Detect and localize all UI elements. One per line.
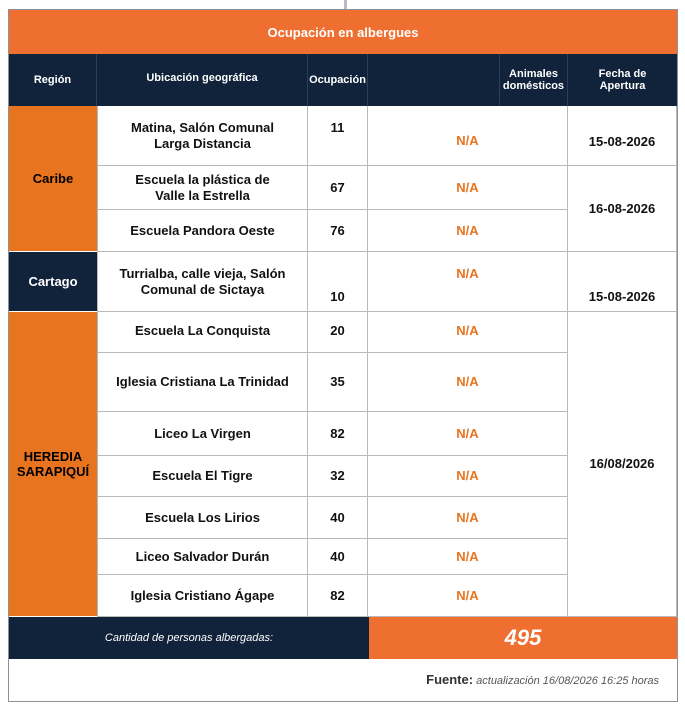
date-cell-4: 16/08/2026 — [568, 312, 677, 617]
table-row-4-location — [97, 252, 308, 312]
header-date — [568, 54, 677, 106]
location-line1: Escuela la plástica de — [135, 171, 270, 187]
table-row-4-occupancy: 10 — [308, 252, 368, 312]
table-row-3-occupancy: 76 — [308, 210, 368, 252]
table-row-7-location: Liceo La Virgen — [97, 412, 308, 456]
table-row-4-pets: N/A — [368, 252, 568, 312]
table-row-1-pets: N/A — [368, 106, 568, 166]
table-row-5-occupancy: 20 — [308, 312, 368, 353]
table-row-8-occupancy: 32 — [308, 456, 368, 497]
table-row-8-pets: N/A — [368, 456, 568, 497]
table-row-6-pets: N/A — [368, 353, 568, 412]
date-cell-3: 15-08-2026 — [568, 252, 677, 312]
source-note — [426, 672, 659, 687]
header-region: Región — [9, 54, 97, 106]
source-text: actualización 16/08/2026 16:25 horas — [476, 675, 659, 687]
table-row-9-location: Escuela Los Lirios — [97, 497, 308, 539]
header-date-line1: Fecha de — [598, 68, 647, 80]
location-line2: Larga Distancia — [154, 135, 251, 151]
location-line1: Matina, Salón Comunal — [130, 119, 274, 135]
source-label: Fuente: — [426, 672, 474, 687]
header-date-line2: Apertura — [599, 80, 646, 92]
table-row-1-occupancy: 11 — [308, 106, 368, 166]
header-pets-line1: Animales — [509, 68, 558, 80]
total-value: 495 — [369, 617, 677, 659]
table-row-5-location: Escuela La Conquista — [97, 312, 308, 353]
region-heredia-line2: SARAPIQUÍ — [16, 464, 90, 479]
table-row-2-occupancy: 67 — [308, 166, 368, 210]
table-row-7-pets: N/A — [368, 412, 568, 456]
shelter-occupancy-table — [8, 9, 678, 702]
table-row-8-location: Escuela El Tigre — [97, 456, 308, 497]
table-row-2-location — [97, 166, 308, 210]
header-blank — [368, 54, 500, 106]
table-row-6-location: Iglesia Cristiana La Trinidad — [97, 353, 308, 412]
table-row-2-pets: N/A — [368, 166, 568, 210]
table-row-9-occupancy: 40 — [308, 497, 368, 539]
total-label: Cantidad de personas albergadas: — [9, 617, 369, 659]
region-caribe: Caribe — [9, 106, 97, 252]
table-row-3-pets: N/A — [368, 210, 568, 252]
table-row-7-occupancy: 82 — [308, 412, 368, 456]
region-heredia-sarapiqui — [9, 312, 97, 617]
region-cartago: Cartago — [9, 252, 97, 312]
table-row-5-pets: N/A — [368, 312, 568, 353]
location-line2: Comunal de Sictaya — [140, 281, 265, 297]
region-heredia-line1: HEREDIA — [23, 449, 83, 464]
top-connector-line — [344, 0, 347, 9]
table-row-10-occupancy: 40 — [308, 539, 368, 575]
table-row-11-occupancy: 82 — [308, 575, 368, 617]
table-row-3-location: Escuela Pandora Oeste — [97, 210, 308, 252]
location-line1: Turrialba, calle vieja, Salón — [119, 265, 286, 281]
table-row-10-location: Liceo Salvador Durán — [97, 539, 308, 575]
header-occupancy: Ocupación — [308, 54, 368, 106]
header-pets-line2: domésticos — [502, 80, 565, 92]
table-row-11-pets: N/A — [368, 575, 568, 617]
date-cell-1: 15-08-2026 — [568, 106, 677, 166]
table-row-9-pets: N/A — [368, 497, 568, 539]
table-row-1-location — [97, 106, 308, 166]
table-row-6-occupancy: 35 — [308, 353, 368, 412]
table-title: Ocupación en albergues — [9, 10, 677, 54]
location-line2: Valle la Estrella — [155, 187, 250, 203]
date-cell-2: 16-08-2026 — [568, 166, 677, 252]
header-pets — [500, 54, 568, 106]
header-location: Ubicación geográfica — [97, 54, 308, 106]
table-row-11-location: Iglesia Cristiano Ágape — [97, 575, 308, 617]
table-row-10-pets: N/A — [368, 539, 568, 575]
